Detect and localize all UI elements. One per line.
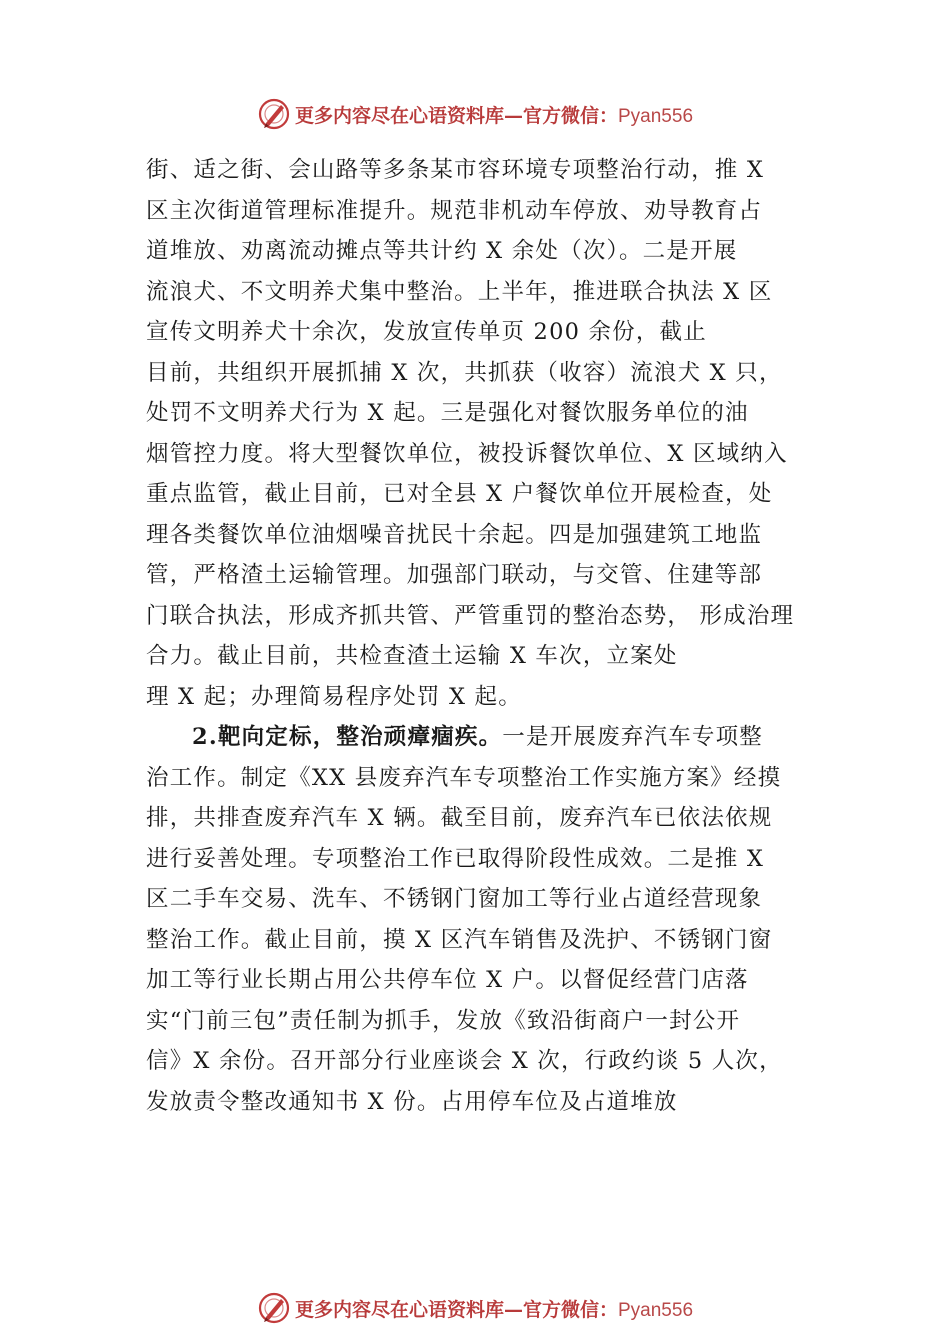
paragraph-2: [146, 717, 826, 1122]
text-line: 流浪犬、不文明养犬集中整治。上半年，推进联合执法 X 区: [146, 278, 773, 305]
text-line: 发放责令整改通知书 X 份。占用停车位及占道堆放: [146, 1088, 678, 1115]
text-line: 合力。截止目前，共检查渣土运输 X 车次，立案处: [146, 643, 678, 669]
text-line: 重点监管，截止目前，已对全县 X 户餐饮单位开展检查，处: [146, 481, 773, 507]
pen-logo-icon: [257, 1291, 291, 1325]
text-line: 整治工作。截止目前，摸 X 区汽车销售及洗护、不锈钢门窗: [146, 926, 773, 953]
footer-banner-text: 更多内容尽在心语资料库—官方微信：Pyan556: [294, 1298, 694, 1321]
text-line: 区二手车交易、洗车、不锈钢门窗加工等行业占道经营现象: [146, 886, 763, 912]
footer-banner: [0, 1288, 950, 1328]
paragraph-2-first-line: [146, 717, 826, 758]
text-line: 一是开展废弃汽车专项整: [502, 724, 763, 750]
text-line: 信》X 余份。召开部分行业座谈会 X 次，行政约谈 5 人次，: [146, 1048, 783, 1074]
text-line: 区主次街道管理标准提升。规范非机动车停放、劝导教育占: [146, 197, 763, 224]
pen-logo-icon: [257, 97, 291, 131]
paragraph-1: [146, 150, 826, 717]
text-line: 目前，共组织开展抓捕 X 次，共抓获（收容）流浪犬 X 只，: [146, 359, 783, 386]
text-line: 理各类餐饮单位油烟噪音扰民十余起。四是加强建筑工地监: [146, 521, 763, 548]
text-line: 道堆放、劝离流动摊点等共计约 X 余处（次）。二是开展: [146, 238, 738, 264]
header-banner-text: 更多内容尽在心语资料库—官方微信：Pyan556: [294, 104, 694, 127]
text-line: 烟管控力度。将大型餐饮单位，被投诉餐饮单位、X 区域纳入: [146, 440, 788, 467]
document-body: [146, 150, 826, 1122]
text-line: 门联合执法，形成齐抓共管、严管重罚的整治态势， 形成治理: [146, 602, 795, 629]
header-banner: [0, 94, 950, 134]
text-line: 管，严格渣土运输管理。加强部门联动，与交管、住建等部: [146, 562, 763, 588]
text-line: 排，共排查废弃汽车 X 辆。截至目前，废弃汽车已依法依规: [146, 805, 773, 831]
section-heading: 2.靶向定标，整治顽瘴痼疾。: [192, 724, 503, 750]
text-line: 街、适之街、会山路等多条某市容环境专项整治行动，推 X: [146, 157, 765, 183]
text-line: 加工等行业长期占用公共停车位 X 户。以督促经营门店落: [146, 967, 749, 993]
text-line: 理 X 起；办理简易程序处罚 X 起。: [146, 683, 522, 710]
text-line: 处罚不文明养犬行为 X 起。三是强化对餐饮服务单位的油: [146, 400, 749, 426]
text-line: 实“门前三包”责任制为抓手，发放《致沿街商户一封公开: [146, 1007, 741, 1034]
text-line: 治工作。制定《XX 县废弃汽车专项整治工作实施方案》经摸: [146, 764, 782, 791]
text-line: 进行妥善处理。专项整治工作已取得阶段性成效。二是推 X: [146, 845, 765, 872]
text-line: 宣传文明养犬十余次，发放宣传单页 200 余份，截止: [146, 319, 707, 345]
